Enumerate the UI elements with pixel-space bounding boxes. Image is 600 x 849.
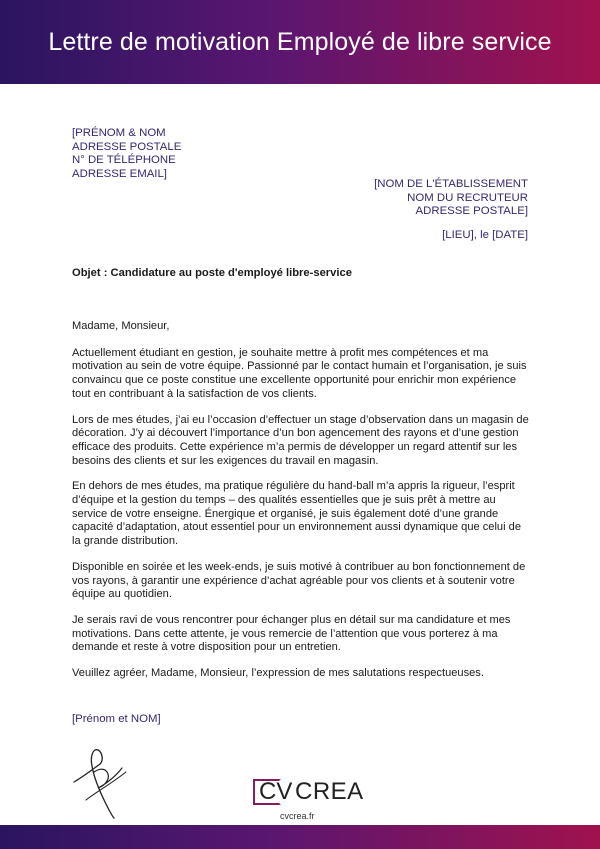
cvcrea-logo [253,778,364,806]
salutation: Madame, Monsieur, [72,320,170,332]
logo-url: cvcrea.fr [280,811,315,821]
logo-frame [253,778,293,805]
body-paragraph: Lors de mes études, j’ai eu l’occasion d’effectuer un stage d’observation dans un magasin de décoration. J’y ai découvert l’importance d’un bon agencement des rayons et d’une gestion efficace des produits. Cette expérience m’a permis de développer un regard attentif sur les besoins des clients et sur les exigences du travail en magasin. [72,413,529,467]
recipient-line: ADRESSE POSTALE] [415,205,528,218]
letter-subject: Objet : Candidature au poste d'employé libre-service [72,267,352,279]
sender-line: N° DE TÉLÉPHONE [72,154,176,167]
sender-line: ADRESSE POSTALE [72,140,182,153]
logo-crea-text: CREA [295,778,364,805]
recipient-line: [NOM DE L'ÉTABLISSEMENT [374,178,528,190]
signature-icon [66,742,136,820]
page-title: Lettre de motivation Employé de libre service [48,27,552,56]
sender-line: [PRÉNOM & NOM [72,127,166,139]
recipient-block [374,178,528,219]
footer-banner [0,825,600,849]
body-paragraph: Actuellement étudiant en gestion, je souhaite mettre à profit mes compétences et ma motivation au sein de votre équipe. Passionné par le contact humain et l’organisation, je suis convaincu que ce poste constitue une excellente opportunité pour enrichir mon expérience tout en contribuant à la satisfaction de vos clients. [72,346,527,400]
header-banner [0,0,600,84]
letter-body [72,320,532,693]
body-paragraph: En dehors de mes études, ma pratique régulière du hand-ball m’a appris la rigueur, l’esprit d’équipe et la gestion du temps – des qualités essentielles que je suis prêt à mettre au service de votre enseigne. Énergique et organisé, je suis également doté d’une grande capacité d’adaptation, atout essentiel pour un environnement aussi dynamique que celui de la grande distribution. [72,480,521,548]
closing-paragraph: Veuillez agréer, Madame, Monsieur, l’expression de mes salutations respectueuses. [72,667,484,680]
sender-block [72,127,181,181]
logo-cv-text: CV [259,778,293,805]
sender-line: ADRESSE EMAIL] [72,167,167,180]
recipient-line: NOM DU RECRUTEUR [407,191,528,204]
body-paragraph: Disponible en soirée et les week-ends, je suis motivé à contribuer au bon fonctionnement de vos rayons, à garantir une expérience d’achat agréable pour vos clients et à soutenir votre équipe au quotidien. [72,560,526,601]
body-paragraph: Je serais ravi de vous rencontrer pour échanger plus en détail sur ma candidature et mes motivations. Dans cette attente, je vous remercie de l’attention que vous porterez à ma demande et reste à votre disposition pour un entretien. [72,613,511,654]
signature-name: [Prénom et NOM] [72,713,161,725]
place-date: [LIEU], le [DATE] [442,229,528,241]
